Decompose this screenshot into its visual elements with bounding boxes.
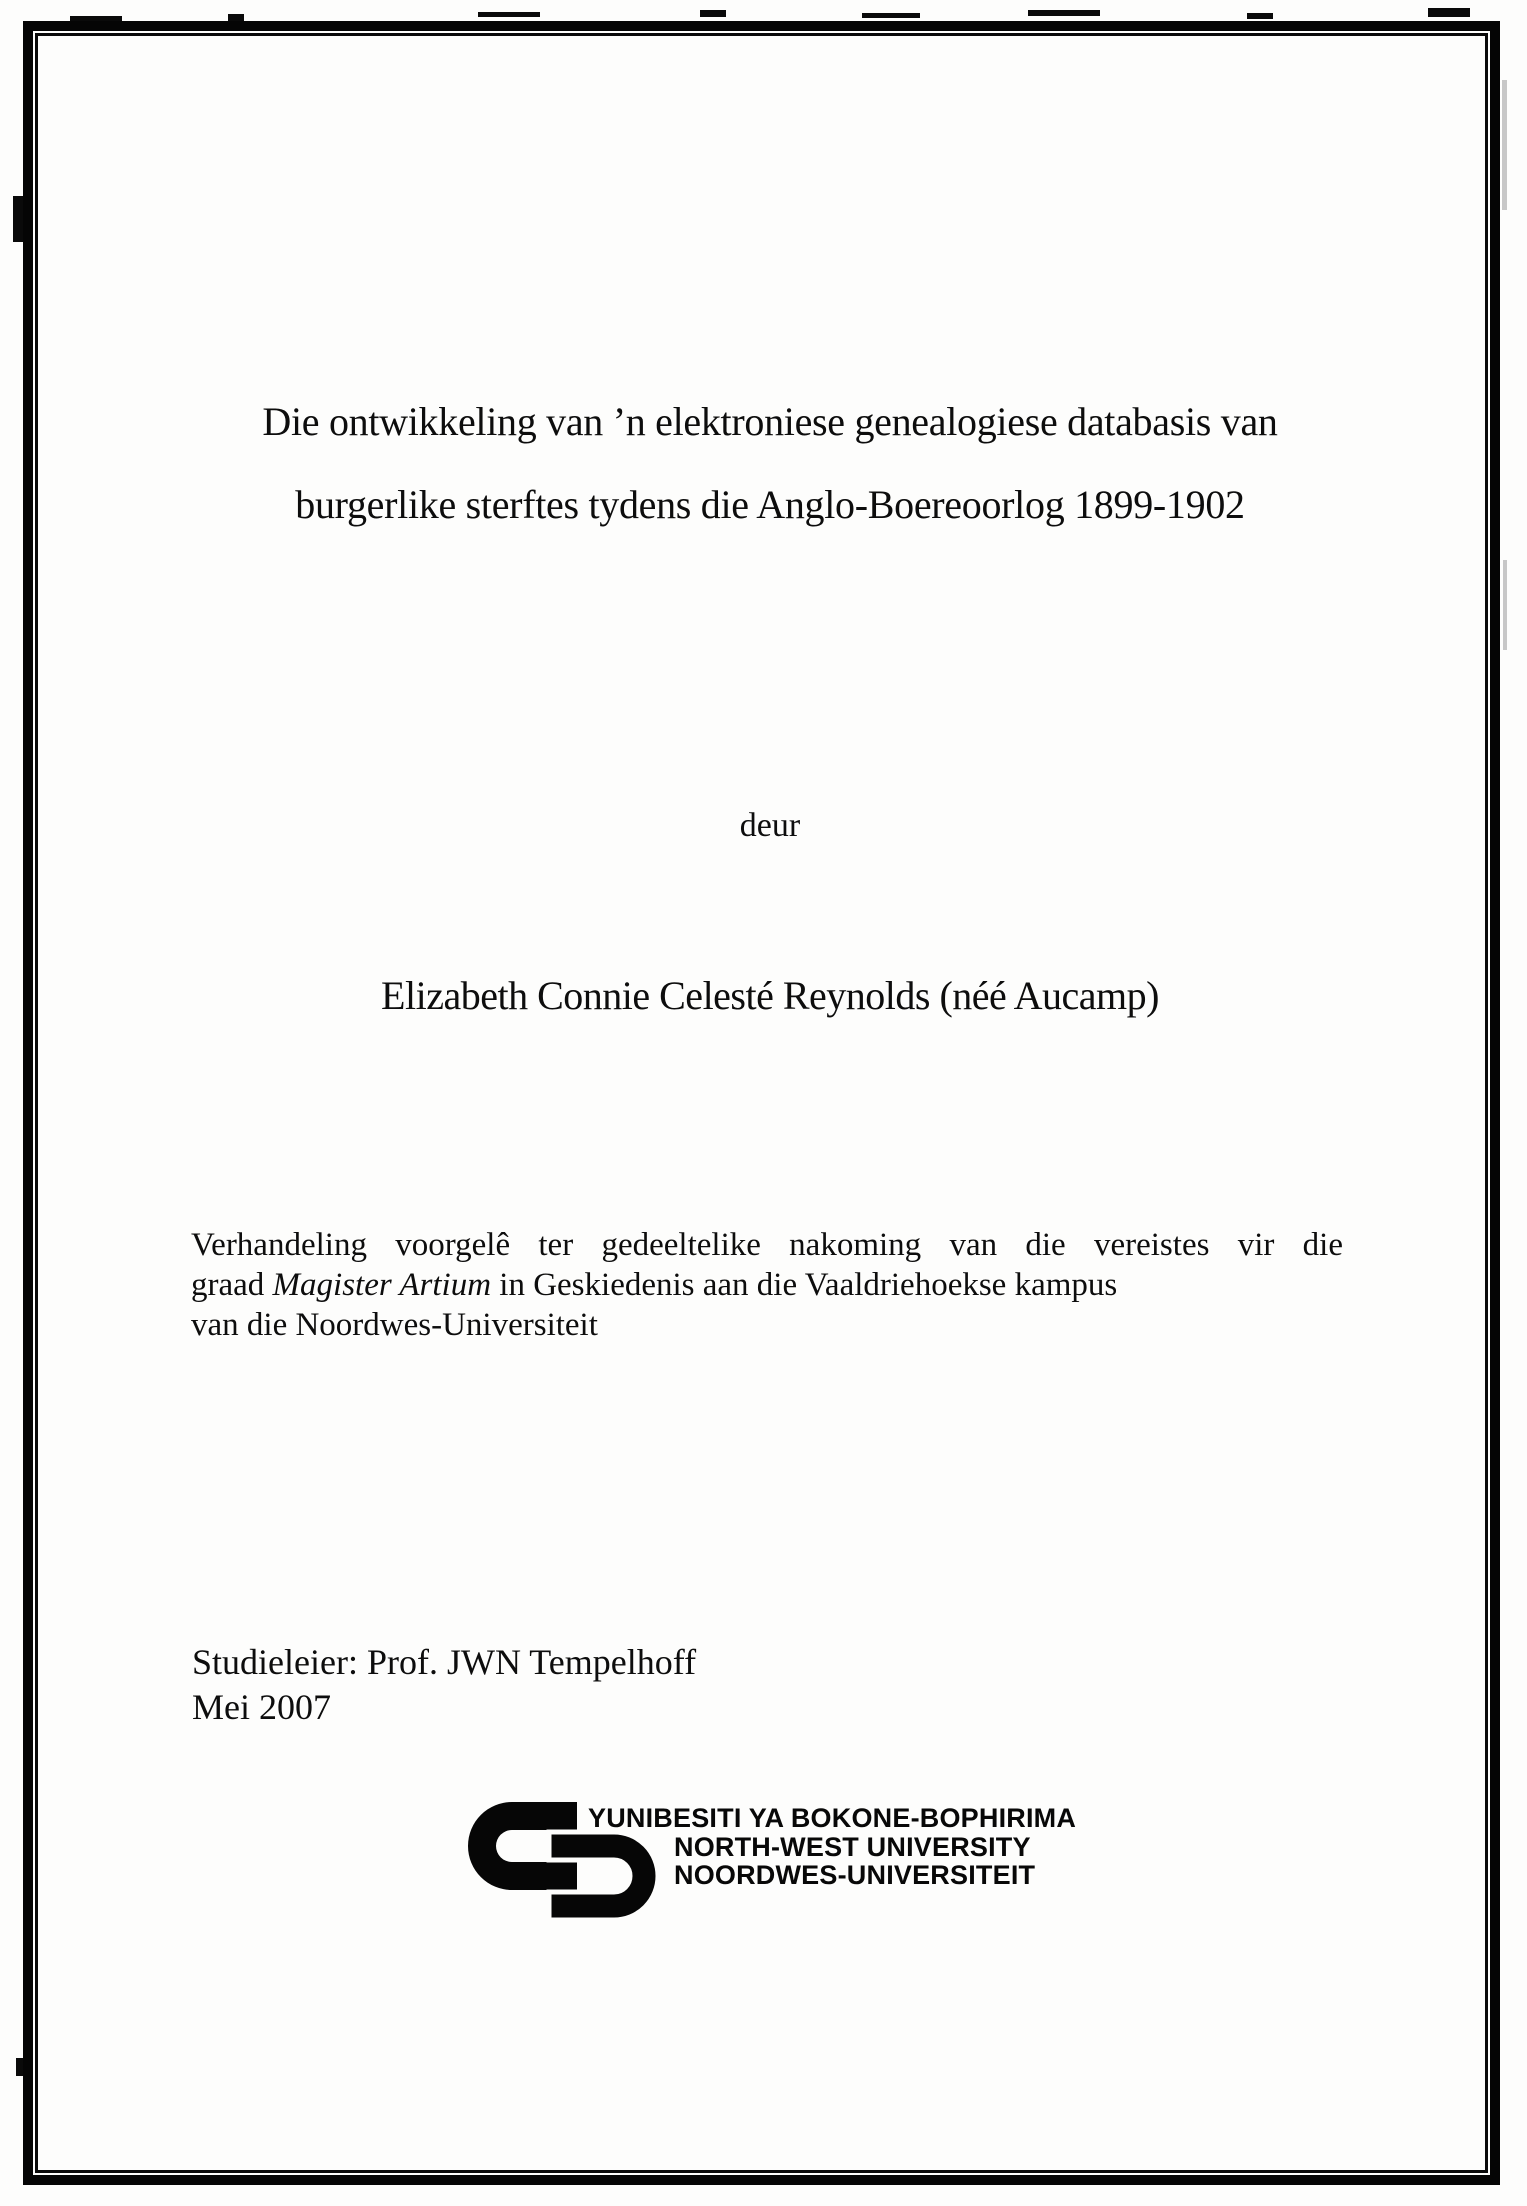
scan-artifact [1503, 560, 1507, 650]
scan-artifact [478, 12, 540, 17]
author-name: Elizabeth Connie Celesté Reynolds (néé Aucamp) [381, 973, 1159, 1018]
scan-artifact [1247, 13, 1273, 19]
statement-line-2 [191, 1265, 1343, 1305]
thesis-title [40, 380, 1500, 546]
logo-wordmark [588, 1804, 1076, 1890]
scan-artifact [862, 13, 920, 18]
byline-label: deur [739, 807, 801, 844]
statement-line-2-degree: Magister Artium [272, 1267, 492, 1303]
statement-line-2-prefix: graad [191, 1267, 273, 1303]
scan-artifact [700, 10, 726, 17]
scan-artifact [1028, 10, 1100, 16]
logo-line-english: NORTH-WEST UNIVERSITY [674, 1831, 1031, 1862]
logo-line-setswana: YUNIBESITI YA BOKONE-BOPHIRIMA [588, 1803, 1077, 1833]
statement-line-1: Verhandeling voorgelê ter gedeeltelike nakoming van die vereistes vir die [191, 1227, 1343, 1263]
supervisor-block [192, 1640, 1292, 1730]
statement-line-3: van die Noordwes-Universiteit [191, 1307, 598, 1343]
scan-artifact [1428, 8, 1470, 17]
supervisor-line: Studieleier: Prof. JWN Tempelhoff [192, 1642, 697, 1682]
scan-artifact [1502, 80, 1507, 210]
university-logo [468, 1802, 1108, 1932]
degree-statement [191, 1225, 1343, 1345]
date-line: Mei 2007 [192, 1687, 331, 1727]
logo-line-afrikaans: NOORDWES-UNIVERSITEIT [674, 1860, 1036, 1890]
title-line-1: Die ontwikkeling van ’n elektroniese genealogiese databasis van [262, 399, 1278, 444]
title-line-2: burgerlike sterftes tydens die Anglo-Boereoorlog 1899-1902 [295, 482, 1245, 527]
statement-line-2-suffix: in Geskiedenis aan die Vaaldriehoekse kampus [491, 1267, 1118, 1303]
